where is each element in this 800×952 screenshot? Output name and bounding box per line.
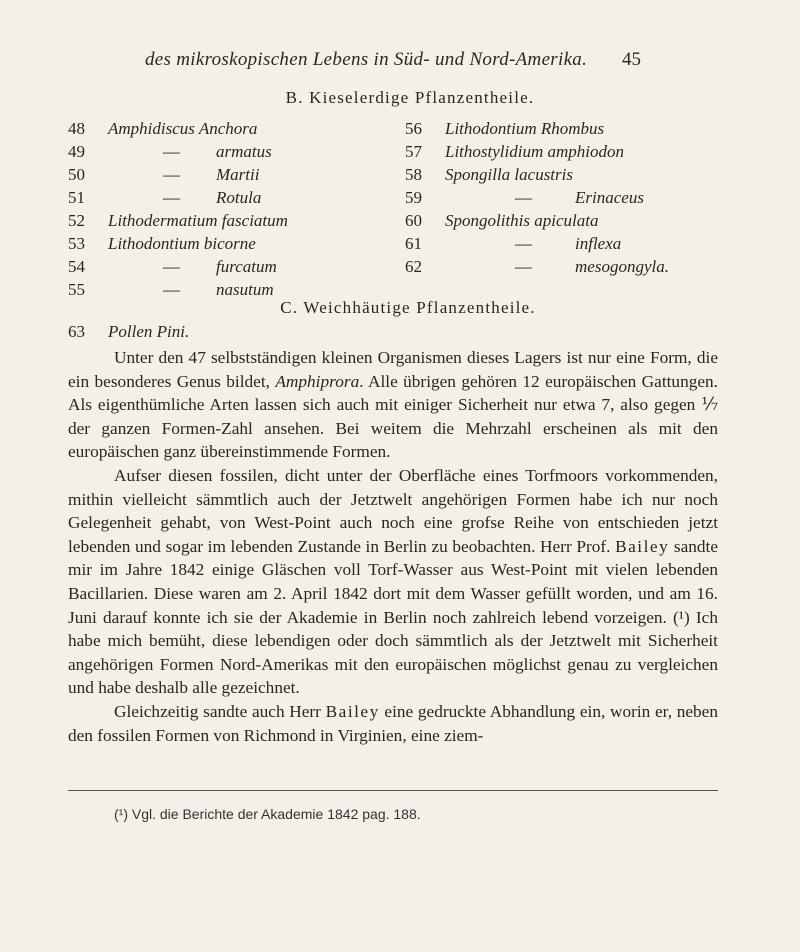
species-entry <box>68 232 428 255</box>
species-number: 48 <box>68 119 85 138</box>
person-name: Bailey <box>325 701 380 721</box>
species-list-left <box>68 117 428 301</box>
text-run: . Alle übrigen gehören 12 europäischen Gattungen. Als eigenthümliche Arten lassen sich auch mit einiger Sicherheit nur etwa 7, also gegen ⅐ der ganzen Formen-Zahl ansehen. Bei weitem die Mehrzahl erscheinen als mit den europäischen ganz übereinstimmende Formen. <box>68 371 718 462</box>
species-epithet: Martii <box>216 165 260 184</box>
page-number: 45 <box>622 49 641 70</box>
text-run: eine gedruckte Abhandlung ein, worin er, neben den fossilen Formen von Richmond in Virginien, eine ziem- <box>68 701 718 745</box>
text-run: sandte mir im Jahre 1842 einige Gläschen voll Torf-Wasser aus West-Point mit vielen lebenden Bacillarien. Diese waren am 2. April 1842 dort mit dem Wasser gefüllt worden, und am 16. Juni darauf konnte ich sie der Akademie in Berlin noch zahlreich lebend vorzeigen. (¹) Ich habe mich bemüht, diese lebendigen oder doch sämmtlich als der Jetztwelt mit Sicherheit angehörigen Formen Nord-Amerikas mit den europäischen möglichst genau zu vergleichen und habe deshalb alle gezeichnet. <box>68 536 719 698</box>
species-entry <box>68 209 428 232</box>
paragraph-1 <box>68 346 718 464</box>
paragraph-2 <box>68 464 718 700</box>
footnote: (¹) Vgl. die Berichte der Akademie 1842 pag. 188. <box>114 806 421 822</box>
species-name: Spongilla lacustris <box>445 165 573 184</box>
species-number: 59 <box>405 188 422 207</box>
ditto-dash: — <box>163 165 180 184</box>
species-name: Amphidiscus Anchora <box>108 119 258 138</box>
species-name: Lithodontium Rhombus <box>445 119 605 138</box>
body-text <box>68 346 718 747</box>
species-entry <box>405 117 765 140</box>
species-epithet: Erinaceus <box>575 188 644 207</box>
species-number: 51 <box>68 188 85 207</box>
ditto-dash: — <box>163 142 180 161</box>
species-number: 63 <box>68 322 85 341</box>
species-name: Lithodermatium fasciatum <box>108 211 288 230</box>
species-epithet: nasutum <box>216 280 274 299</box>
ditto-dash: — <box>515 234 532 253</box>
species-epithet: armatus <box>216 142 272 161</box>
species-entry <box>405 232 765 255</box>
ditto-dash: — <box>163 280 180 299</box>
species-entry <box>68 186 428 209</box>
species-entry <box>68 140 428 163</box>
species-epithet: furcatum <box>216 257 277 276</box>
species-list-right <box>405 117 765 278</box>
species-entry-pollen <box>68 322 189 342</box>
species-epithet: inflexa <box>575 234 622 253</box>
running-title: des mikroskopischen Lebens in Süd- und Nord-Amerika. <box>145 49 588 70</box>
section-b-heading: B. Kieselerdige Pflanzentheile. <box>285 88 535 107</box>
species-entry <box>68 163 428 186</box>
species-number: 60 <box>405 211 422 230</box>
species-entry <box>405 163 765 186</box>
text-run: Gleichzeitig sandte auch Herr <box>114 701 326 721</box>
running-header <box>0 49 800 79</box>
species-number: 55 <box>68 280 85 299</box>
species-entry <box>68 255 428 278</box>
species-entry <box>405 140 765 163</box>
species-number: 56 <box>405 119 422 138</box>
species-name: Spongolithis apiculata <box>445 211 599 230</box>
species-name: Pollen Pini. <box>108 322 190 341</box>
species-number: 54 <box>68 257 85 276</box>
species-name: Lithodontium bicorne <box>108 234 256 253</box>
ditto-dash: — <box>515 257 532 276</box>
species-entry <box>405 209 765 232</box>
person-name: Bailey <box>615 536 670 556</box>
paragraph-3 <box>68 700 718 747</box>
species-number: 62 <box>405 257 422 276</box>
species-epithet: Rotula <box>216 188 262 207</box>
section-c-heading: C. Weichhäutige Pflanzentheile. <box>280 298 536 317</box>
species-number: 53 <box>68 234 85 253</box>
genus-name: Amphiprora <box>275 371 360 391</box>
species-number: 52 <box>68 211 85 230</box>
species-number: 49 <box>68 142 85 161</box>
footnote-rule <box>68 790 718 791</box>
species-number: 61 <box>405 234 422 253</box>
species-entry <box>405 255 765 278</box>
species-number: 58 <box>405 165 422 184</box>
ditto-dash: — <box>163 188 180 207</box>
species-epithet: mesogongyla. <box>575 257 669 276</box>
species-name: Lithostylidium amphiodon <box>445 142 624 161</box>
text-run: Unter den 47 selbstständigen kleinen Organismen dieses Lagers ist nur eine Form, die ein besonderes Genus bildet, <box>68 348 718 391</box>
text-run: Aufser diesen fossilen, dicht unter der Oberfläche eines Torfmoors vorkommenden, mithin vielleicht sämmtlich auch der Jetztwelt angehörigen Formen habe ich nur noch Gelegenheit gehabt, von West-Point auch noch eine grofse Reihe von entschieden jetzt lebenden und sogar im lebenden Zustande in Berlin zu beobachten. Herr Prof. <box>68 465 718 556</box>
species-entry <box>68 117 428 140</box>
ditto-dash: — <box>163 257 180 276</box>
species-number: 50 <box>68 165 85 184</box>
ditto-dash: — <box>515 188 532 207</box>
species-number: 57 <box>405 142 422 161</box>
species-entry <box>405 186 765 209</box>
